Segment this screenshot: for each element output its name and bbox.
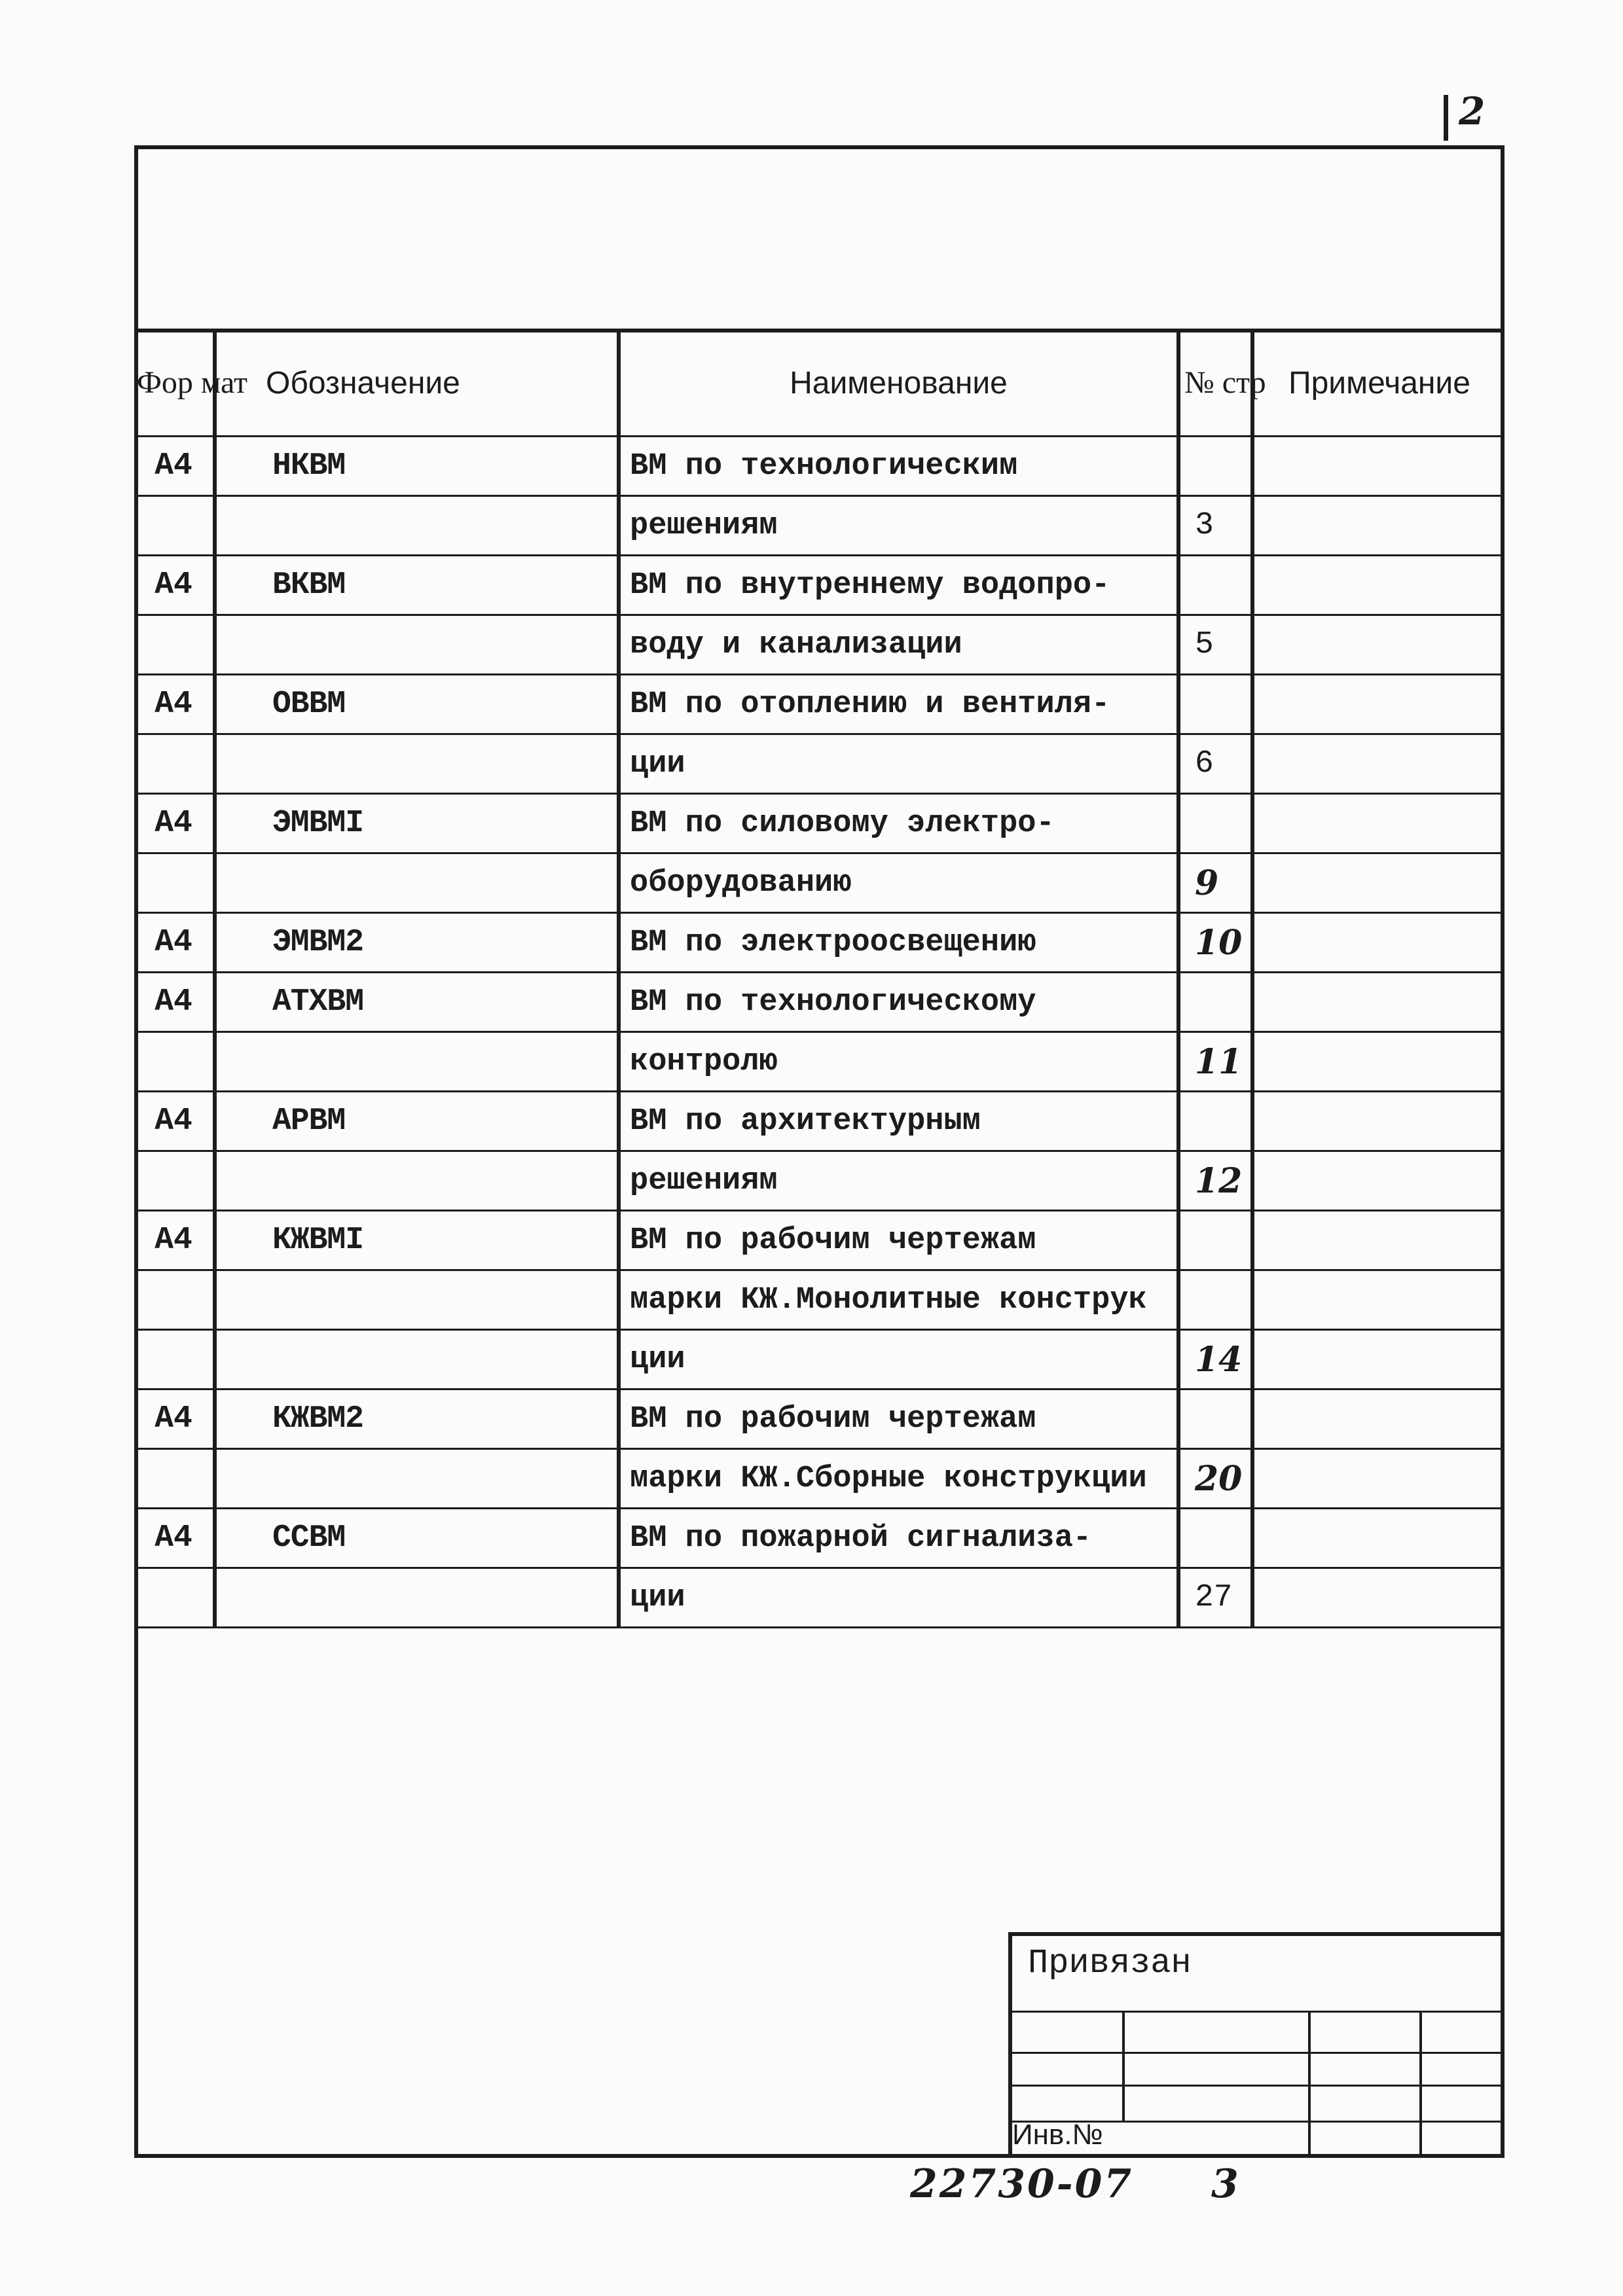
row-format: А4 <box>134 794 215 853</box>
row-format <box>134 496 215 556</box>
row-name: ВМ по силовому электро- <box>619 794 1178 853</box>
row-designation <box>215 1151 619 1211</box>
row-page <box>1178 556 1252 615</box>
row-designation: ССВМ <box>215 1509 619 1568</box>
row-format: А4 <box>134 1092 215 1151</box>
header-note: Примечание <box>1252 331 1504 437</box>
table-row <box>134 1449 1504 1509</box>
table-row <box>134 556 1504 615</box>
table-row <box>134 1270 1504 1330</box>
row-format <box>134 1151 215 1211</box>
row-format: А4 <box>134 913 215 973</box>
table-row <box>134 1568 1504 1628</box>
table-row <box>134 437 1504 496</box>
row-note <box>1252 437 1504 496</box>
table-header-row <box>134 331 1504 437</box>
table-row <box>134 1032 1504 1092</box>
row-page <box>1178 1270 1252 1330</box>
row-page <box>1178 794 1252 853</box>
row-designation: ОВВМ <box>215 675 619 734</box>
row-designation <box>215 1330 619 1390</box>
row-designation: АРВМ <box>215 1092 619 1151</box>
row-format <box>134 1330 215 1390</box>
row-name: ции <box>619 1568 1178 1628</box>
row-note <box>1252 1092 1504 1151</box>
row-note <box>1252 1509 1504 1568</box>
row-format <box>134 853 215 913</box>
row-note <box>1252 1568 1504 1628</box>
stamp-line <box>1012 2085 1504 2087</box>
stamp-line <box>1012 2011 1504 2013</box>
row-name: ВМ по рабочим чертежам <box>619 1390 1178 1449</box>
header-name: Наименование <box>619 331 1178 437</box>
document-list-table <box>134 331 1504 1628</box>
row-format <box>134 1032 215 1092</box>
row-note <box>1252 1390 1504 1449</box>
row-page <box>1178 675 1252 734</box>
stamp-title: Привязан <box>1028 1944 1192 1982</box>
table-row <box>134 794 1504 853</box>
table-row <box>134 1151 1504 1211</box>
row-name: решениям <box>619 496 1178 556</box>
sheet-number: 2 <box>1459 89 1486 134</box>
row-page <box>1178 1211 1252 1270</box>
row-name: ВМ по пожарной сигнализа- <box>619 1509 1178 1568</box>
row-note <box>1252 734 1504 794</box>
row-format: А4 <box>134 675 215 734</box>
row-page <box>1178 437 1252 496</box>
row-designation <box>215 1270 619 1330</box>
inventory-label: Инв.№ <box>1012 2119 1103 2151</box>
table-row <box>134 675 1504 734</box>
row-name: воду и канализации <box>619 615 1178 675</box>
row-designation <box>215 853 619 913</box>
row-note <box>1252 973 1504 1032</box>
row-designation: ЭМВМ2 <box>215 913 619 973</box>
row-format <box>134 1568 215 1628</box>
row-name: ВМ по технологическому <box>619 973 1178 1032</box>
row-name: ции <box>619 734 1178 794</box>
table-row <box>134 1211 1504 1270</box>
row-page: 12 <box>1178 1151 1252 1211</box>
row-designation: КЖВМ2 <box>215 1390 619 1449</box>
row-page: 10 <box>1178 913 1252 973</box>
page-number: 3 <box>1211 2161 1239 2207</box>
row-note <box>1252 496 1504 556</box>
row-note <box>1252 1151 1504 1211</box>
table-row <box>134 1092 1504 1151</box>
table-row <box>134 496 1504 556</box>
row-format <box>134 1449 215 1509</box>
row-page: 5 <box>1178 615 1252 675</box>
row-page: 11 <box>1178 1032 1252 1092</box>
row-note <box>1252 615 1504 675</box>
row-designation <box>215 1032 619 1092</box>
row-name: марки КЖ.Монолитные конструк <box>619 1270 1178 1330</box>
row-name: ВМ по архитектурным <box>619 1092 1178 1151</box>
row-designation <box>215 496 619 556</box>
row-page: 14 <box>1178 1330 1252 1390</box>
row-designation <box>215 615 619 675</box>
table-row <box>134 853 1504 913</box>
row-format: А4 <box>134 1211 215 1270</box>
row-note <box>1252 675 1504 734</box>
row-format: А4 <box>134 1509 215 1568</box>
row-format: А4 <box>134 1390 215 1449</box>
row-page: 3 <box>1178 496 1252 556</box>
row-page <box>1178 1092 1252 1151</box>
row-designation <box>215 734 619 794</box>
row-note <box>1252 1270 1504 1330</box>
row-format <box>134 615 215 675</box>
row-note <box>1252 1330 1504 1390</box>
row-page: 9 <box>1178 853 1252 913</box>
row-note <box>1252 1032 1504 1092</box>
row-format <box>134 734 215 794</box>
row-name: ции <box>619 1330 1178 1390</box>
row-note <box>1252 1449 1504 1509</box>
row-designation: ВКВМ <box>215 556 619 615</box>
table-row <box>134 973 1504 1032</box>
row-designation: АТХВМ <box>215 973 619 1032</box>
row-note <box>1252 1211 1504 1270</box>
row-note <box>1252 913 1504 973</box>
row-designation <box>215 1449 619 1509</box>
table-row <box>134 1390 1504 1449</box>
row-page <box>1178 1509 1252 1568</box>
row-name: ВМ по внутреннему водопро- <box>619 556 1178 615</box>
row-name: ВМ по электроосвещению <box>619 913 1178 973</box>
row-page <box>1178 1390 1252 1449</box>
row-name: контролю <box>619 1032 1178 1092</box>
row-format: А4 <box>134 973 215 1032</box>
stamp-divider <box>1308 2011 1311 2158</box>
row-designation: ЭМВМI <box>215 794 619 853</box>
row-note <box>1252 794 1504 853</box>
table-row <box>134 734 1504 794</box>
row-page: 20 <box>1178 1449 1252 1509</box>
row-name: ВМ по технологическим <box>619 437 1178 496</box>
row-designation: КЖВМI <box>215 1211 619 1270</box>
table-row <box>134 913 1504 973</box>
row-name: марки КЖ.Сборные конструкции <box>619 1449 1178 1509</box>
row-designation <box>215 1568 619 1628</box>
sheet-number-tick <box>1444 95 1448 141</box>
row-page: 6 <box>1178 734 1252 794</box>
row-name: решениям <box>619 1151 1178 1211</box>
table-row <box>134 1330 1504 1390</box>
row-page <box>1178 973 1252 1032</box>
row-designation: НКВМ <box>215 437 619 496</box>
row-format: А4 <box>134 437 215 496</box>
row-name: оборудованию <box>619 853 1178 913</box>
header-designation: Обозначение <box>215 331 619 437</box>
row-note <box>1252 556 1504 615</box>
row-name: ВМ по рабочим чертежам <box>619 1211 1178 1270</box>
document-code: 22730-07 <box>910 2161 1134 2207</box>
row-format: А4 <box>134 556 215 615</box>
row-format <box>134 1270 215 1330</box>
row-note <box>1252 853 1504 913</box>
stamp-divider <box>1419 2011 1422 2158</box>
stamp-divider <box>1122 2011 1125 2121</box>
header-page: № стр <box>1178 331 1252 437</box>
row-name: ВМ по отоплению и вентиля- <box>619 675 1178 734</box>
header-format: Фор мат <box>134 331 215 437</box>
table-row <box>134 1509 1504 1568</box>
table-row <box>134 615 1504 675</box>
row-page: 27 <box>1178 1568 1252 1628</box>
stamp-line <box>1012 2052 1504 2054</box>
